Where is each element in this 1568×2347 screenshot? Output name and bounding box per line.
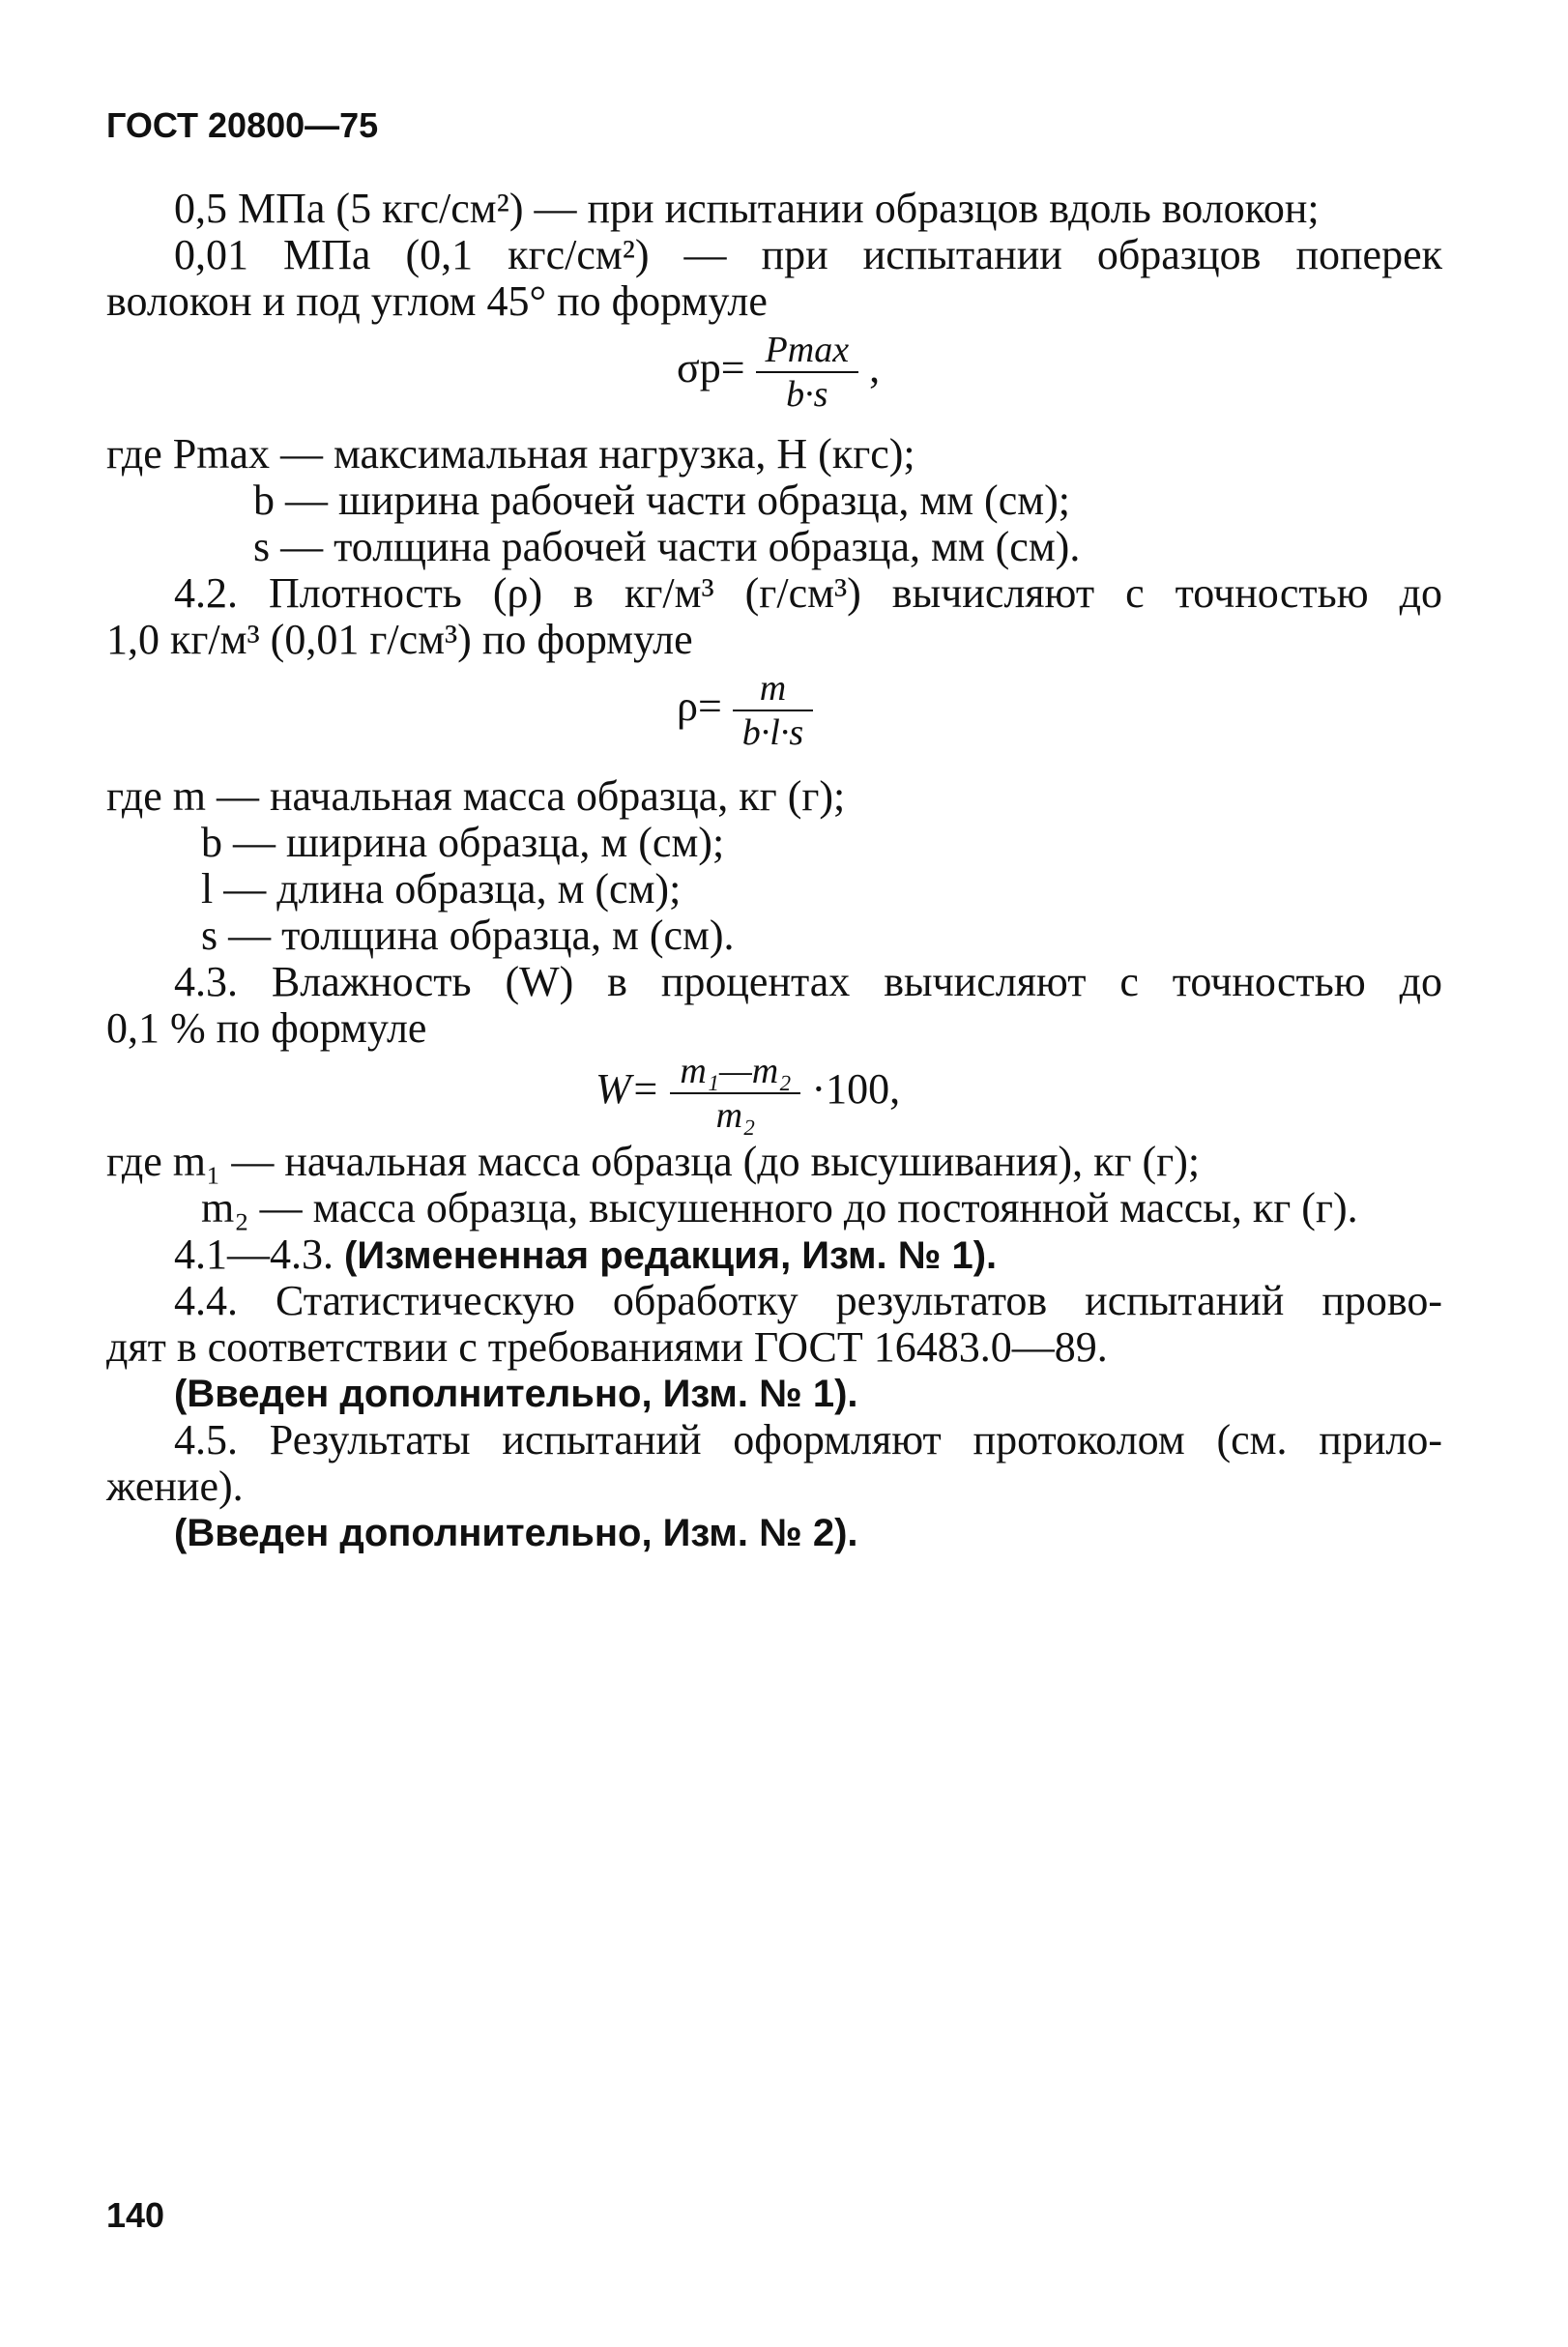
fraction-denominator: m₂ <box>715 1095 756 1136</box>
text-line: 1,0 кг/м³ (0,01 г/см³) по формуле <box>106 616 693 663</box>
revision-note: (Введен дополнительно, Изм. № 1). <box>174 1373 858 1415</box>
formula-moisture <box>595 1050 900 1137</box>
fraction-denominator: b·l·s <box>741 712 804 753</box>
document-header: ГОСТ 20800—75 <box>106 105 379 145</box>
fraction <box>733 667 813 754</box>
text-line: 4.3. Влажность (W) в процентах вычисляют с точностью до <box>174 958 1442 1005</box>
text-line: 0,01 МПа (0,1 кгс/см²) — при испытании образцов поперек <box>174 231 1442 278</box>
formula-tail: ·100, <box>811 1065 901 1114</box>
text-line: 0,5 МПа (5 кгс/см²) — при испытании образцов вдоль волокон; <box>174 185 1320 232</box>
text-line: дят в соответствии с требованиями ГОСТ 16483.0—89. <box>106 1323 1108 1371</box>
text-line: 4.2. Плотность (ρ) в кг/м³ (г/см³) вычисляют с точностью до <box>174 569 1442 617</box>
text-line: m₂ — масса образца, высушенного до постоянной массы, кг (г). <box>201 1184 1358 1231</box>
text-line: жение). <box>106 1463 244 1510</box>
formula-density <box>677 667 813 754</box>
revision-note: (Введен дополнительно, Изм. № 2). <box>174 1512 858 1554</box>
text-line: b — ширина образца, м (см); <box>201 819 725 866</box>
text-line: b — ширина рабочей части образца, мм (см); <box>253 477 1070 524</box>
text-line: l — длина образца, м (см); <box>201 865 682 913</box>
text-line: где Pmax — максимальная нагрузка, Н (кгс); <box>106 430 915 478</box>
fraction-numerator: m₁—m₂ <box>670 1050 800 1094</box>
text-line: где m — начальная масса образца, кг (г); <box>106 772 846 820</box>
text-line: s — толщина образца, м (см). <box>201 912 735 959</box>
formula-stress <box>677 329 880 416</box>
section-ref: 4.1—4.3. <box>174 1231 344 1278</box>
fraction <box>756 329 859 416</box>
formula-tail: , <box>869 344 881 392</box>
fraction <box>670 1050 800 1137</box>
formula-lhs: σр= <box>677 344 745 392</box>
fraction-numerator: m <box>733 667 813 711</box>
text-line: 4.4. Статистическую обработку результатов испытаний прово- <box>174 1277 1442 1324</box>
fraction-denominator: b·s <box>786 374 828 415</box>
page-number: 140 <box>106 2195 165 2235</box>
text-line: 0,1 % по формуле <box>106 1004 427 1052</box>
text-line: волокон и под углом 45° по формуле <box>106 277 768 325</box>
fraction-numerator: Pmax <box>756 329 859 373</box>
revision-note: (Измененная редакция, Изм. № 1). <box>344 1234 998 1277</box>
text-line: где m₁ — начальная масса образца (до высушивания), кг (г); <box>106 1138 1201 1185</box>
text-line <box>0 1230 1568 1281</box>
formula-lhs: ρ= <box>677 682 722 731</box>
text-line: s — толщина рабочей части образца, мм (см). <box>253 523 1081 570</box>
text-line: 4.5. Результаты испытаний оформляют протоколом (см. прило- <box>174 1416 1442 1463</box>
formula-lhs: W= <box>595 1065 660 1114</box>
